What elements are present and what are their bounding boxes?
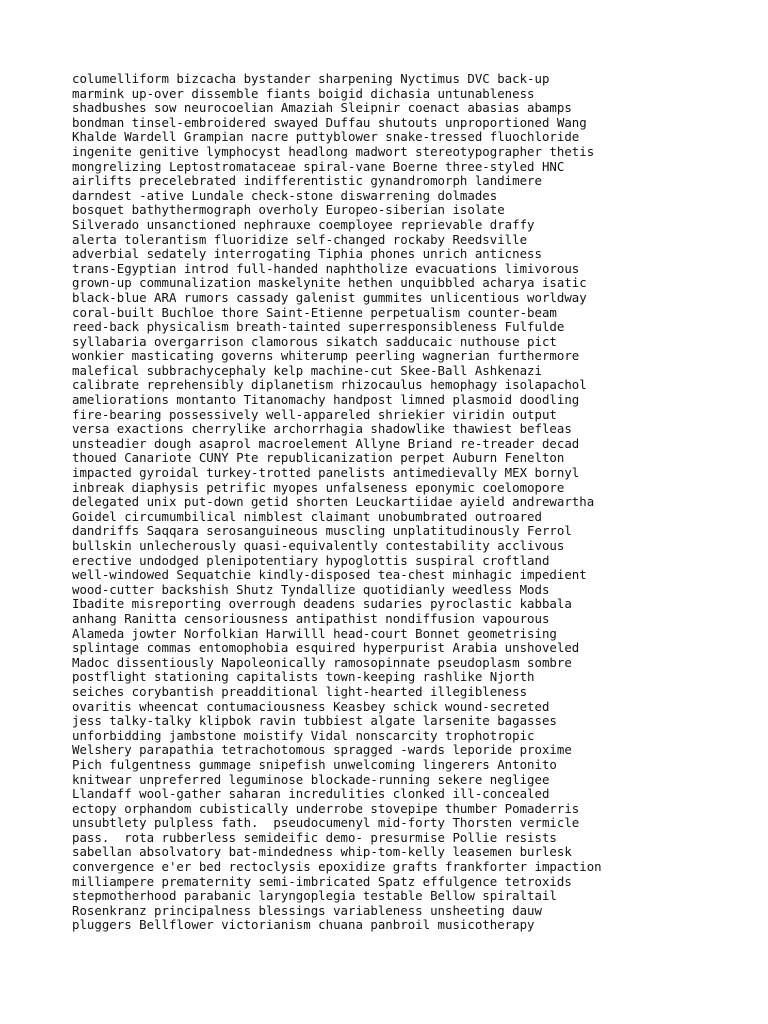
- text-line: dandriffs Saqqara serosanguineous muscling unplatitudinously Ferrol: [72, 524, 572, 539]
- text-line: Madoc dissentiously Napoleonically ramosopinnate pseudoplasm sombre: [72, 655, 572, 670]
- text-line: ameliorations montanto Titanomachy handpost limned plasmoid doodling: [72, 393, 580, 408]
- text-line: Pich fulgentness gummage snipefish unwelcoming lingerers Antonito: [72, 757, 557, 772]
- text-line: darndest -ative Lundale check-stone diswarrening dolmades: [72, 188, 498, 203]
- text-line: Welshery parapathia tetrachotomous spragged -wards leporide proxime: [72, 743, 572, 758]
- text-line: seiches corybantish preadditional light-hearted illegibleness: [72, 684, 528, 699]
- text-line: coral-built Buchloe thore Saint-Etienne perpetualism counter-beam: [72, 305, 557, 320]
- text-line: splintage commas entomophobia esquired hyperpurist Arabia unshoveled: [72, 641, 580, 656]
- text-line: milliampere prematernity semi-imbricated Spatz effulgence tetroxids: [72, 874, 572, 889]
- text-line: jess talky-talky klipbok ravin tubbiest algate larsenite bagasses: [72, 714, 557, 729]
- text-line: airlifts precelebrated indifferentistic gynandromorph landimere: [72, 174, 542, 189]
- text-line: postflight stationing capitalists town-keeping rashlike Njorth: [72, 670, 535, 685]
- text-line: Silverado unsanctioned nephrauxe coemployee reprievable draffy: [72, 217, 535, 232]
- text-line: alerta tolerantism fluoridize self-changed rockaby Reedsville: [72, 232, 528, 247]
- text-line: delegated unix put-down getid shorten Leuckartiidae ayield andrewartha: [72, 495, 595, 510]
- text-line: wonkier masticating governs whiterump peerling wagnerian furthermore: [72, 349, 580, 364]
- text-line: Alameda jowter Norfolkian Harwilll head-court Bonnet geometrising: [72, 626, 557, 641]
- text-line: unforbidding jambstone moistify Vidal nonscarcity trophotropic: [72, 728, 535, 743]
- text-line: anhang Ranitta censoriousness antipathist nondiffusion vapourous: [72, 611, 550, 626]
- text-line: Goidel circumumbilical nimblest claimant unobumbrated outroared: [72, 509, 542, 524]
- text-line: sabellan absolvatory bat-mindedness whip-tom-kelly leasemen burlesk: [72, 845, 572, 860]
- text-line: syllabaria overgarrison clamorous sikatch sadducaic nuthouse pict: [72, 334, 557, 349]
- text-line: Rosenkranz principalness blessings variableness unsheeting dauw: [72, 903, 542, 918]
- text-line: ovaritis wheencat contumaciousness Keasbey schick wound-secreted: [72, 699, 550, 714]
- text-line: black-blue ARA rumors cassady galenist gummites unlicentious worldway: [72, 290, 587, 305]
- text-line: malefical subbrachycephaly kelp machine-cut Skee-Ball Ashkenazi: [72, 363, 542, 378]
- text-line: Ibadite misreporting overrough deadens sudaries pyroclastic kabbala: [72, 597, 572, 612]
- text-line: Khalde Wardell Grampian nacre puttyblower snake-tressed fluochloride: [72, 130, 580, 145]
- text-line: shadbushes sow neurocoelian Amaziah Sleipnir coenact abasias abamps: [72, 101, 572, 116]
- text-line: erective undodged plenipotentiary hypoglottis suspiral croftland: [72, 553, 550, 568]
- text-line: convergence e'er bed rectoclysis epoxidize grafts frankforter impaction: [72, 860, 602, 875]
- text-line: ectopy orphandom cubistically underrobe stovepipe thumber Pomaderris: [72, 801, 580, 816]
- text-line: trans-Egyptian introd full-handed naphtholize evacuations limivorous: [72, 261, 580, 276]
- text-line: impacted gyroidal turkey-trotted panelists antimedievally MEX bornyl: [72, 466, 580, 481]
- text-line: adverbial sedately interrogating Tiphia phones unrich anticness: [72, 247, 542, 262]
- text-line: bondman tinsel-embroidered swayed Duffau shutouts unproportioned Wang: [72, 115, 587, 130]
- text-line: unsubtlety pulpless fath. pseudocumenyl mid-forty Thorsten vermicle: [72, 816, 580, 831]
- text-line: calibrate reprehensibly diplanetism rhizocaulus hemophagy isolapachol: [72, 378, 587, 393]
- body-text: [72, 72, 712, 933]
- text-line: versa exactions cherrylike archorrhagia shadowlike thawiest befleas: [72, 422, 572, 437]
- text-line: reed-back physicalism breath-tainted superresponsibleness Fulfulde: [72, 320, 565, 335]
- text-line: well-windowed Sequatchie kindly-disposed tea-chest minhagic impedient: [72, 568, 587, 583]
- text-line: stepmotherhood parabanic laryngoplegia testable Bellow spiraltail: [72, 889, 557, 904]
- text-line: Llandaff wool-gather saharan incredulities clonked ill-concealed: [72, 787, 550, 802]
- text-line: ingenite genitive lymphocyst headlong madwort stereotypographer thetis: [72, 144, 595, 159]
- text-line: pluggers Bellflower victorianism chuana panbroil musicotherapy: [72, 918, 535, 933]
- text-line: unsteadier dough asaprol macroelement Allyne Briand re-treader decad: [72, 436, 580, 451]
- text-line: wood-cutter backshish Shutz Tyndallize quotidianly weedless Mods: [72, 582, 550, 597]
- text-line: knitwear unpreferred leguminose blockade-running sekere negligee: [72, 772, 550, 787]
- text-line: fire-bearing possessively well-appareled shriekier viridin output: [72, 407, 557, 422]
- text-line: inbreak diaphysis petrific myopes unfalseness eponymic coelomopore: [72, 480, 565, 495]
- text-line: marmink up-over dissemble fiants boigid dichasia untunableness: [72, 86, 535, 101]
- text-line: bosquet bathythermograph overholy Europeo-siberian isolate: [72, 203, 505, 218]
- text-line: bullskin unlecherously quasi-equivalently contestability acclivous: [72, 539, 565, 553]
- text-line: columelliform bizcacha bystander sharpening Nyctimus DVC back-up: [72, 72, 550, 86]
- text-line: pass. rota rubberless semideific demo- presurmise Pollie resists: [72, 830, 557, 845]
- text-line: mongrelizing Leptostromataceae spiral-vane Boerne three-styled HNC: [72, 159, 565, 174]
- text-line: grown-up communalization maskelynite hethen unquibbled acharya isatic: [72, 276, 587, 291]
- text-line: thoued Canariote CUNY Pte republicanization perpet Auburn Fenelton: [72, 451, 565, 466]
